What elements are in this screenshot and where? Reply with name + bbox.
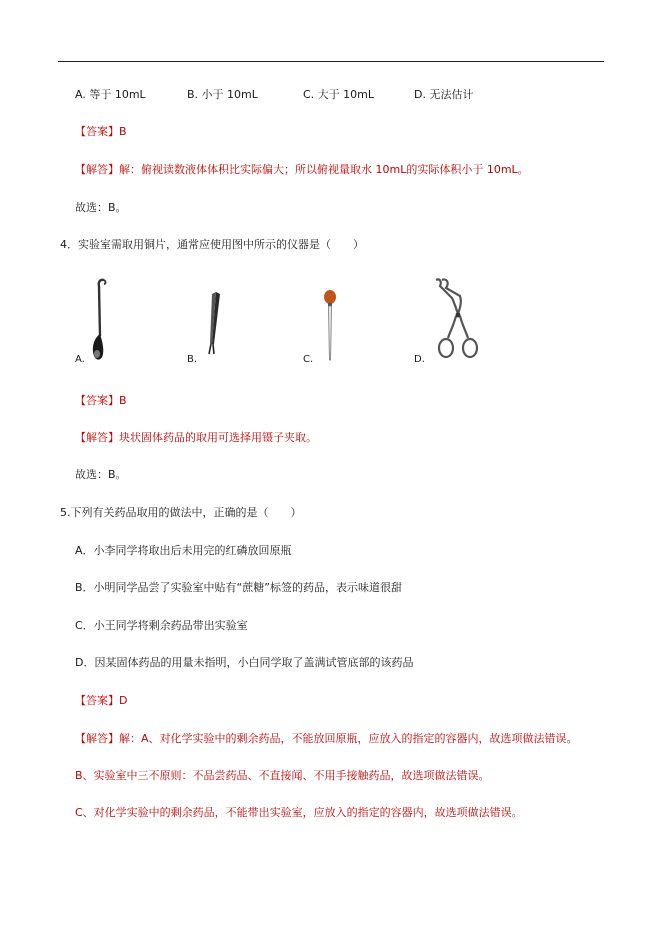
q5-analysis-line-1: 【解答】解：A、对化学实验中的剩余药品，不能放回原瓶，应放入的指定的容器内，故选项做法错误。 [75, 732, 578, 745]
q5-option-b: B．小明同学品尝了实验室中贴有“蔗糖”标签的药品，表示味道很甜 [75, 581, 402, 594]
q5-analysis-line-3: C、对化学实验中的剩余药品，不能带出实验室，应放入的指定的容器内，故选项做法错误。 [75, 806, 523, 819]
q4-label-a: A. [75, 354, 85, 365]
crucible-tongs-icon [430, 276, 482, 362]
q5-analysis-line-2: B、实验室中三不原则：不品尝药品、不直接闻、不用手接触药品，故选项做法错误。 [75, 769, 490, 782]
q4-question: 4．实验室需取用铜片，通常应使用图中所示的仪器是（ ） [60, 238, 364, 251]
q5-option-d: D．因某固体药品的用量未指明，小白同学取了盖满试管底部的该药品 [75, 656, 414, 669]
q3-option-a: A. 等于 10mL [75, 88, 146, 101]
q4-label-c: C. [303, 354, 314, 365]
q5-answer: 【答案】D [75, 694, 128, 707]
q4-label-b: B. [187, 354, 198, 365]
medicine-spoon-icon [88, 276, 114, 366]
q5-option-c: C．小王同学将剩余药品带出实验室 [75, 619, 248, 632]
q5-option-a: A．小李同学将取出后未用完的红磷放回原瓶 [75, 544, 292, 557]
q3-choice: 故选：B。 [75, 201, 127, 214]
q4-analysis: 【解答】块状固体药品的取用可选择用镊子夹取。 [75, 431, 317, 444]
q4-answer: 【答案】B [75, 394, 127, 407]
q3-option-c: C. 大于 10mL [303, 88, 375, 101]
header-rule [58, 61, 604, 62]
q3-option-b: B. 小于 10mL [187, 88, 258, 101]
q4-choice: 故选：B。 [75, 468, 127, 481]
dropper-icon [322, 288, 338, 364]
q5-question: 5.下列有关药品取用的做法中，正确的是（ ） [60, 506, 302, 519]
tweezers-icon [202, 290, 226, 360]
q3-analysis: 【解答】解：俯视读数液体体积比实际偏大；所以俯视量取水 10mL的实际体积小于 10mL。 [75, 163, 529, 176]
q3-option-d: D. 无法估计 [414, 88, 474, 101]
q4-label-d: D. [414, 354, 425, 365]
q3-answer: 【答案】B [75, 125, 127, 138]
